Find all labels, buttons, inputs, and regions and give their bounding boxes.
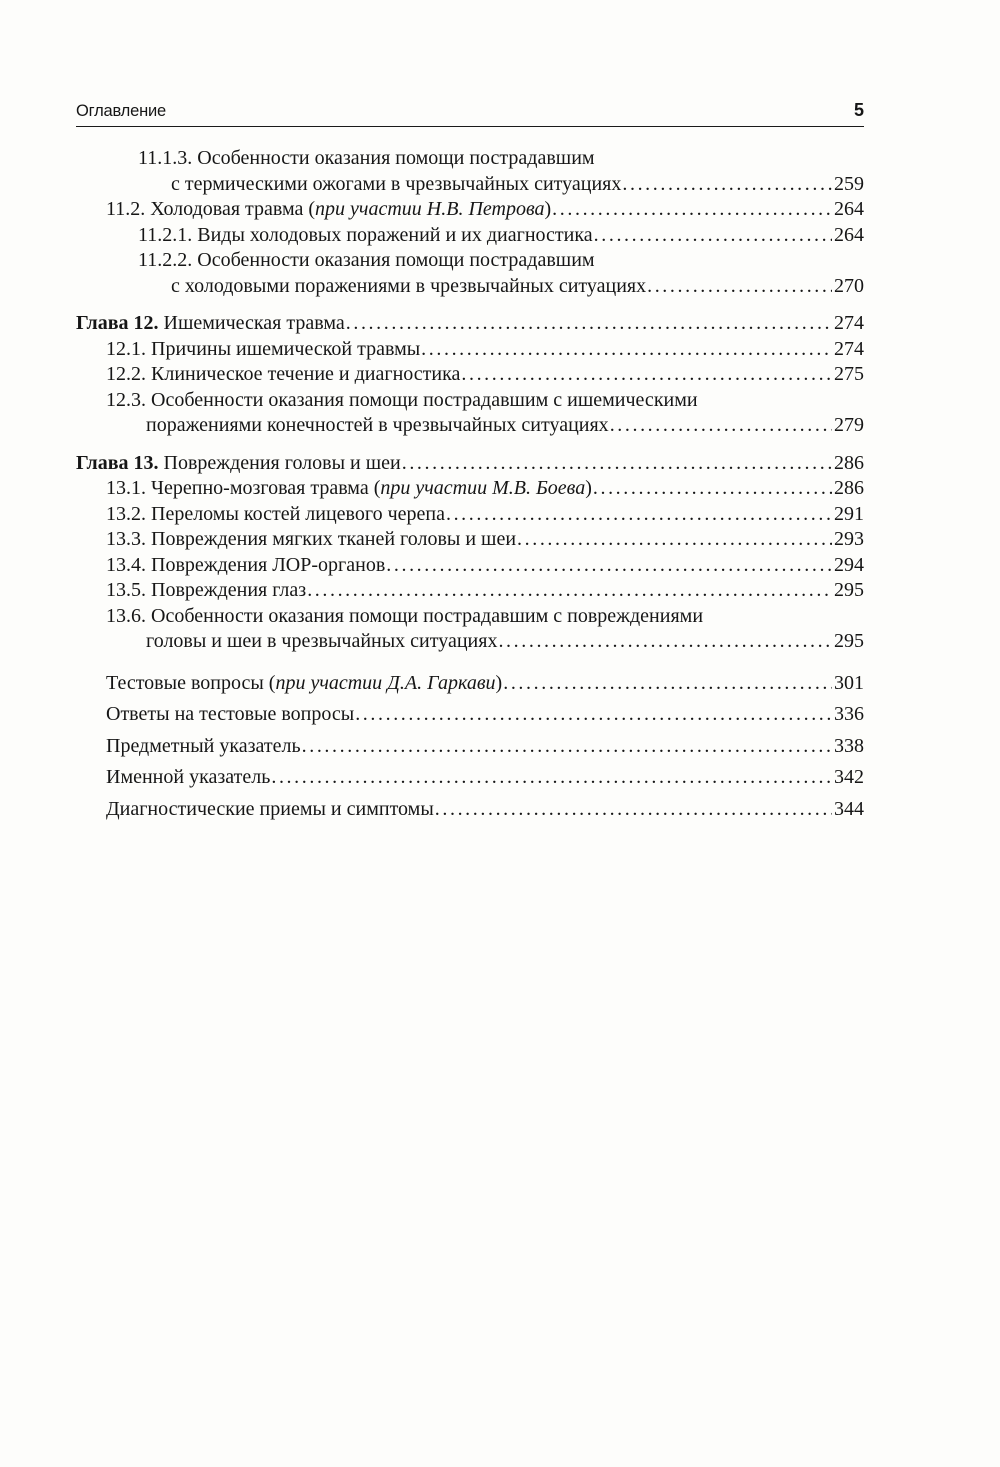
chapter-title: Ишемическая травма [163, 312, 345, 334]
toc-page-number: 279 [834, 414, 864, 436]
toc-entry-11-2-1[interactable] [76, 223, 864, 249]
toc-entry-diagnostics[interactable]: Диагностические приемы и симптомы ..... 344 [76, 794, 864, 826]
toc-page-number: 344 [834, 797, 864, 820]
toc-entry-13-4[interactable]: 13.4. Повреждения ЛОР-органов ..... 294 [76, 553, 864, 579]
toc-entry-text: 11.2. Холодовая травма (при участии Н.В. Петрова) [106, 198, 552, 220]
contributor: при участии М.В. Боева [380, 477, 586, 499]
toc-entry-number: 11.2.2. [138, 249, 193, 271]
toc-entry-11-2-2-line2[interactable] [76, 274, 864, 300]
toc-page-number: 293 [834, 528, 864, 550]
toc-entry-text: Особенности оказания помощи пострадавшим с повреждениями [151, 604, 704, 627]
toc-page-number: 295 [834, 630, 864, 652]
toc-page-number: 259 [834, 172, 864, 195]
toc-page-number: 264 [834, 223, 864, 246]
dot-leader [593, 223, 832, 249]
toc-entry-12-1[interactable]: 12.1. Причины ишемической травмы ..... 274 [76, 337, 864, 363]
dot-leader [516, 527, 832, 553]
toc-entry-text: с термическими ожогами в чрезвычайных ситуациях [171, 172, 622, 195]
toc-entry-tests[interactable]: Тестовые вопросы (при участии Д.А. Гаркави) ..... 301 [76, 668, 864, 700]
toc-entry-11-1-3-line2[interactable] [76, 172, 864, 198]
running-header-title: Оглавление [76, 102, 166, 120]
toc-page-number: 270 [834, 274, 864, 297]
toc-entry-12-3-line2[interactable] [76, 413, 864, 439]
dot-leader [401, 451, 832, 477]
contributor: при участии Н.В. Петрова [315, 198, 545, 220]
toc-page-number: 274 [834, 312, 864, 334]
toc-entry-11-2[interactable] [76, 197, 864, 223]
toc-entry-name-index[interactable]: Именной указатель ..... 342 [76, 762, 864, 794]
toc-page-number: 264 [834, 198, 864, 220]
table-of-contents [76, 146, 864, 825]
toc-page-number: 295 [834, 579, 864, 601]
toc-page-number: 338 [834, 734, 864, 757]
toc-page-number: 291 [834, 502, 864, 525]
dot-leader [270, 762, 832, 794]
dot-leader [445, 502, 832, 528]
chapter-label: Глава 12. [76, 312, 159, 334]
toc-page-number: 336 [834, 703, 864, 725]
toc-entry-text: Особенности оказания помощи пострадавшим [197, 249, 595, 271]
toc-entry-11-2-2-line1[interactable] [76, 248, 864, 274]
dot-leader [420, 337, 832, 363]
dot-leader [434, 794, 832, 826]
toc-entry-number: 13.6. [106, 604, 146, 627]
toc-entry-text: головы и шеи в чрезвычайных ситуациях [146, 630, 498, 652]
dot-leader [646, 274, 832, 300]
toc-entry-12-2[interactable]: 12.2. Клиническое течение и диагностика ..... 275 [76, 362, 864, 388]
toc-page-number: 294 [834, 553, 864, 576]
toc-entry-13-3[interactable]: 13.3. Повреждения мягких тканей головы и шеи ..... 293 [76, 527, 864, 553]
dot-leader [385, 553, 832, 579]
toc-entry-13-6-line1[interactable] [76, 604, 864, 630]
toc-entry-text: с холодовыми поражениями в чрезвычайных ситуациях [171, 274, 647, 297]
dot-leader [592, 476, 832, 502]
toc-entry-11-1-3-line1[interactable] [76, 146, 864, 172]
toc-page-number: 342 [834, 766, 864, 788]
toc-entry-text: 11.2.1. Виды холодовых поражений и их диагностика [138, 223, 593, 246]
dot-leader [621, 172, 832, 198]
dot-leader [609, 413, 832, 439]
chapter-title: Повреждения головы и шеи [163, 451, 401, 474]
toc-page-number: 275 [834, 363, 864, 385]
toc-entry-13-5[interactable]: 13.5. Повреждения глаз ..... 295 [76, 578, 864, 604]
contributor: при участии Д.А. Гаркави [275, 671, 496, 694]
toc-entry-text: Особенности оказания помощи пострадавшим с ишемическими [151, 388, 698, 411]
toc-entry-13-1[interactable]: 13.1. Черепно-мозговая травма (при участии М.В. Боева) ..... 286 [76, 476, 864, 502]
toc-chapter-13[interactable] [76, 451, 864, 477]
toc-entry-text: Особенности оказания помощи пострадавшим [197, 147, 595, 169]
toc-page-number: 274 [834, 337, 864, 360]
running-header [76, 96, 864, 127]
dot-leader [301, 731, 832, 763]
dot-leader [354, 699, 832, 731]
toc-page-number: 286 [834, 477, 864, 499]
toc-entry-number: 12.3. [106, 388, 146, 411]
toc-entry-text: поражениями конечностей в чрезвычайных ситуациях [146, 414, 609, 436]
toc-entry-subject-index[interactable]: Предметный указатель ..... 338 [76, 731, 864, 763]
toc-entry-12-3-line1[interactable] [76, 388, 864, 414]
dot-leader [306, 578, 832, 604]
toc-chapter-12[interactable] [76, 311, 864, 337]
page-number: 5 [853, 100, 864, 120]
dot-leader [551, 197, 832, 223]
toc-entry-number: 11.1.3. [138, 147, 193, 169]
chapter-label: Глава 13. [76, 451, 159, 474]
dot-leader [460, 362, 832, 388]
dot-leader [497, 629, 832, 655]
toc-page-number: 301 [834, 671, 864, 694]
dot-leader [345, 311, 832, 337]
toc-page-number: 286 [834, 451, 864, 474]
toc-entry-13-6-line2[interactable] [76, 629, 864, 655]
dot-leader [502, 668, 832, 700]
toc-entry-answers[interactable]: Ответы на тестовые вопросы ..... 336 [76, 699, 864, 731]
toc-entry-13-2[interactable]: 13.2. Переломы костей лицевого черепа ..... 291 [76, 502, 864, 528]
